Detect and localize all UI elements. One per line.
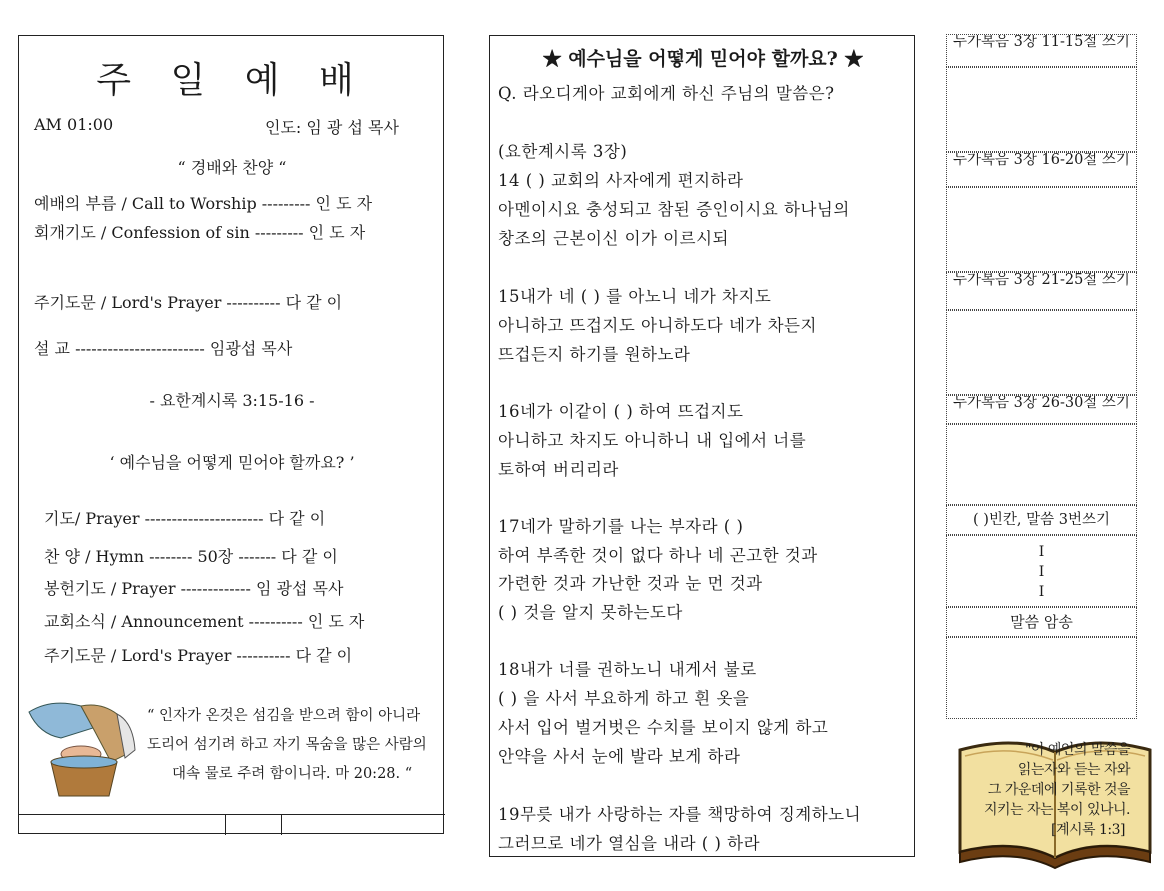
writing-cell xyxy=(946,310,1137,395)
study-line: 아멘이시요 충성되고 참된 증인이시요 하나님의 xyxy=(498,200,850,219)
section-heading-praise: “ 경배와 찬양 “ xyxy=(177,158,287,177)
check-mark: I xyxy=(1038,584,1045,600)
order-item: 기도/ Prayer ---------------------- 다 같 이 xyxy=(44,509,326,528)
order-item: 주기도문 / Lord's Prayer ---------- 다 같 이 xyxy=(44,646,353,665)
footer-divider xyxy=(281,815,282,835)
check-mark: I xyxy=(1038,564,1045,580)
bible-verse-line: "이 예언의 말씀을 xyxy=(1024,742,1130,758)
study-line: 17네가 말하기를 나는 부자라 ( ) xyxy=(498,517,744,536)
order-item: 찬 양 / Hymn -------- 50장 ------- 다 같 이 xyxy=(44,547,338,566)
bible-verse-reference: [계시록 1:3] xyxy=(1051,822,1125,838)
blank-instruction: ( )빈칸, 말씀 3번쓰기 xyxy=(946,505,1137,535)
footer-row xyxy=(19,814,445,835)
study-line: ( ) 을 사서 부요하게 하고 흰 옷을 xyxy=(498,689,750,708)
order-item: 주기도문 / Lord's Prayer ---------- 다 같 이 xyxy=(34,293,343,312)
order-item: 예배의 부름 / Call to Worship --------- 인 도 자 xyxy=(34,194,373,213)
order-item: 교회소식 / Announcement ---------- 인 도 자 xyxy=(44,612,365,631)
study-line: 15내가 네 ( ) 를 아노니 네가 차지도 xyxy=(498,287,772,306)
check-mark: I xyxy=(1038,544,1045,560)
study-title: ★ 예수님을 어떻게 믿어야 할까요? ★ xyxy=(542,48,864,70)
study-line: 아니하고 차지도 아니하니 내 입에서 너를 xyxy=(498,431,807,450)
study-line: 그러므로 네가 열심을 내라 ( ) 하라 xyxy=(498,834,761,853)
study-line: 아니하고 뜨겁지도 아니하도다 네가 차든지 xyxy=(498,316,817,335)
study-line: 16네가 이같이 ( ) 하여 뜨겁지도 xyxy=(498,402,744,421)
bible-verse-line: 지키는 자는 복이 있나니. xyxy=(983,802,1130,818)
study-line: 안약을 사서 눈에 발라 보게 하라 xyxy=(498,747,741,766)
writing-cell-header: 누가복음 3장 11-15절 쓰기 xyxy=(946,34,1137,67)
study-line: 사서 입어 벌거벗은 수치를 보이지 않게 하고 xyxy=(498,718,829,737)
order-item: 봉헌기도 / Prayer ------------- 임 광섭 목사 xyxy=(44,579,344,598)
scripture-reference: - 요한계시록 3:15-16 - xyxy=(149,391,315,410)
quote-line: 대속 물로 주려 함이니라. 마 20:28. “ xyxy=(172,766,413,782)
writing-cell xyxy=(946,67,1137,152)
memorize-label: 말씀 암송 xyxy=(946,607,1137,637)
study-line: 하여 부족한 것이 없다 하나 네 곤고한 것과 xyxy=(498,546,818,565)
sermon-title: ‘ 예수님을 어떻게 믿어야 할까요? ’ xyxy=(109,453,355,472)
worship-order-panel xyxy=(18,35,444,834)
footer-divider xyxy=(225,815,226,835)
writing-cell-header: 누가복음 3장 21-25절 쓰기 xyxy=(946,272,1137,310)
quote-line: 도리어 섬기려 하고 자기 목숨을 많은 사람의 xyxy=(147,737,427,753)
study-line: 가련한 것과 가난한 것과 눈 먼 것과 xyxy=(498,574,763,593)
study-line: 14 ( ) 교회의 사자에게 편지하라 xyxy=(498,171,744,190)
bible-verse-line: 그 가운데에 기록한 것을 xyxy=(987,782,1130,798)
order-item: 회개기도 / Confession of sin --------- 인 도 자 xyxy=(34,223,366,242)
quote-line: “ 인자가 온것은 섬김을 받으려 함이 아니라 xyxy=(147,708,421,724)
check-marks xyxy=(946,535,1137,607)
study-line: 19무릇 내가 사랑하는 자를 책망하여 징계하노니 xyxy=(498,805,862,824)
page-title: 주 일 예 배 xyxy=(96,60,368,101)
service-time: AM 01:00 xyxy=(34,115,114,134)
study-question: Q. 라오디게아 교회에게 하신 주님의 말씀은? xyxy=(498,84,835,103)
study-line: 18내가 너를 권하노니 내게서 불로 xyxy=(498,660,757,679)
memorize-cell xyxy=(946,637,1137,719)
writing-cell-header: 누가복음 3장 26-30절 쓰기 xyxy=(946,395,1137,424)
foot-washing-illustration xyxy=(21,692,139,802)
service-leader: 인도: 임 광 섭 목사 xyxy=(265,118,399,137)
writing-cell xyxy=(946,424,1137,505)
order-item: 설 교 ------------------------ 임광섭 목사 xyxy=(34,339,293,358)
study-line: 창조의 근본이신 이가 이르시되 xyxy=(498,229,729,248)
study-line: 뜨겁든지 하기를 원하노라 xyxy=(498,345,691,364)
study-line: (요한계시록 3장) xyxy=(498,142,628,161)
bible-study-panel xyxy=(489,35,915,857)
writing-cell-header: 누가복음 3장 16-20절 쓰기 xyxy=(946,152,1137,187)
writing-cell xyxy=(946,187,1137,272)
study-line: 토하여 버리리라 xyxy=(498,460,619,479)
bible-verse-line: 읽는자와 듣는 자와 xyxy=(1017,762,1130,778)
study-line: ( ) 것을 알지 못하는도다 xyxy=(498,603,683,622)
